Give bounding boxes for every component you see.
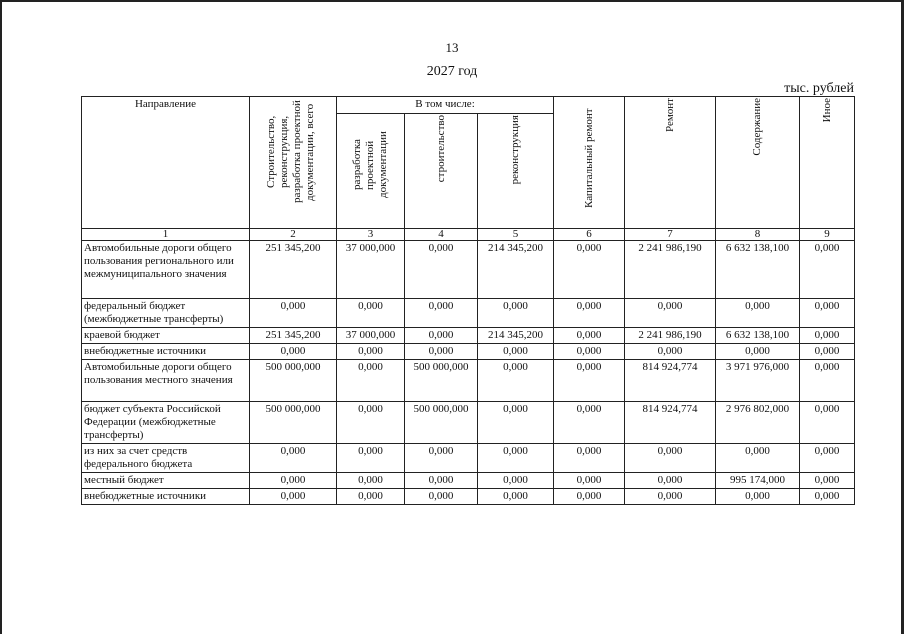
row-value: 0,000 bbox=[478, 299, 554, 328]
row-value: 0,000 bbox=[405, 328, 478, 344]
header-construction bbox=[405, 114, 478, 229]
row-value: 0,000 bbox=[554, 328, 625, 344]
row-value: 0,000 bbox=[337, 489, 405, 505]
row-value: 0,000 bbox=[337, 444, 405, 473]
row-label: Автомобильные дороги общего пользования регионального или межмуниципального значения bbox=[82, 241, 250, 299]
row-value: 0,000 bbox=[800, 444, 855, 473]
table-row bbox=[82, 402, 855, 444]
header-total-build bbox=[250, 97, 337, 229]
header-reconstruction-text: реконструкция bbox=[509, 115, 522, 185]
header-design-text: разработка проектной документации bbox=[350, 131, 389, 199]
row-value: 0,000 bbox=[800, 328, 855, 344]
row-value: 0,000 bbox=[405, 473, 478, 489]
row-value: 500 000,000 bbox=[405, 402, 478, 444]
budget-table bbox=[81, 96, 855, 505]
row-value: 0,000 bbox=[554, 299, 625, 328]
row-value: 0,000 bbox=[625, 473, 716, 489]
row-value: 0,000 bbox=[478, 402, 554, 444]
row-value: 0,000 bbox=[800, 241, 855, 299]
row-value: 0,000 bbox=[478, 360, 554, 402]
header-capital-repair bbox=[554, 97, 625, 229]
row-value: 0,000 bbox=[405, 344, 478, 360]
row-value: 0,000 bbox=[337, 299, 405, 328]
column-number: 5 bbox=[478, 229, 554, 241]
row-value: 0,000 bbox=[478, 473, 554, 489]
row-value: 0,000 bbox=[800, 489, 855, 505]
row-value: 214 345,200 bbox=[478, 241, 554, 299]
row-value: 37 000,000 bbox=[337, 328, 405, 344]
row-value: 0,000 bbox=[625, 344, 716, 360]
header-capital-repair-text: Капитальный ремонт bbox=[582, 108, 595, 208]
row-value: 0,000 bbox=[554, 444, 625, 473]
row-value: 6 632 138,100 bbox=[716, 328, 800, 344]
row-value: 6 632 138,100 bbox=[716, 241, 800, 299]
column-number: 6 bbox=[554, 229, 625, 241]
column-number: 8 bbox=[716, 229, 800, 241]
row-value: 0,000 bbox=[554, 360, 625, 402]
row-value: 0,000 bbox=[554, 473, 625, 489]
table-header bbox=[82, 97, 855, 229]
row-value: 0,000 bbox=[554, 489, 625, 505]
row-value: 0,000 bbox=[250, 344, 337, 360]
row-value: 0,000 bbox=[405, 299, 478, 328]
column-number: 4 bbox=[405, 229, 478, 241]
row-value: 814 924,774 bbox=[625, 360, 716, 402]
row-value: 0,000 bbox=[625, 299, 716, 328]
row-value: 37 000,000 bbox=[337, 241, 405, 299]
table-row bbox=[82, 444, 855, 473]
row-value: 0,000 bbox=[405, 444, 478, 473]
row-value: 0,000 bbox=[250, 444, 337, 473]
row-value: 0,000 bbox=[250, 473, 337, 489]
column-number: 2 bbox=[250, 229, 337, 241]
row-value: 814 924,774 bbox=[625, 402, 716, 444]
header-maintenance-text: Содержание bbox=[751, 98, 764, 156]
column-numbers-row bbox=[82, 229, 855, 241]
row-label: краевой бюджет bbox=[82, 328, 250, 344]
row-label: бюджет субъекта Российской Федерации (межбюджетные трансферты) bbox=[82, 402, 250, 444]
table-row bbox=[82, 328, 855, 344]
table-body bbox=[82, 229, 855, 505]
row-value: 0,000 bbox=[554, 402, 625, 444]
row-value: 0,000 bbox=[800, 344, 855, 360]
header-reconstruction bbox=[478, 114, 554, 229]
row-label: федеральный бюджет (межбюджетные трансферты) bbox=[82, 299, 250, 328]
row-label: внебюджетные источники bbox=[82, 489, 250, 505]
header-including: В том числе: bbox=[337, 97, 554, 114]
header-maintenance bbox=[716, 97, 800, 229]
row-value: 2 241 986,190 bbox=[625, 241, 716, 299]
header-direction: Направление bbox=[82, 97, 250, 229]
row-value: 0,000 bbox=[625, 489, 716, 505]
row-value: 2 976 802,000 bbox=[716, 402, 800, 444]
row-value: 0,000 bbox=[337, 402, 405, 444]
row-label: внебюджетные источники bbox=[82, 344, 250, 360]
table-row bbox=[82, 241, 855, 299]
row-label: Автомобильные дороги общего пользования местного значения bbox=[82, 360, 250, 402]
row-value: 0,000 bbox=[716, 444, 800, 473]
row-value: 251 345,200 bbox=[250, 328, 337, 344]
table-row bbox=[82, 299, 855, 328]
row-value: 0,000 bbox=[716, 489, 800, 505]
row-value: 0,000 bbox=[405, 241, 478, 299]
row-value: 0,000 bbox=[250, 489, 337, 505]
units-label: тыс. рублей bbox=[784, 81, 854, 96]
row-value: 0,000 bbox=[800, 299, 855, 328]
header-construction-text: строительство bbox=[434, 115, 447, 183]
row-value: 995 174,000 bbox=[716, 473, 800, 489]
table-row bbox=[82, 344, 855, 360]
row-value: 0,000 bbox=[250, 299, 337, 328]
row-value: 500 000,000 bbox=[405, 360, 478, 402]
row-value: 0,000 bbox=[478, 444, 554, 473]
row-value: 0,000 bbox=[554, 241, 625, 299]
row-value: 0,000 bbox=[800, 360, 855, 402]
column-number: 9 bbox=[800, 229, 855, 241]
row-value: 500 000,000 bbox=[250, 360, 337, 402]
row-value: 0,000 bbox=[554, 344, 625, 360]
header-design bbox=[337, 114, 405, 229]
row-value: 0,000 bbox=[405, 489, 478, 505]
row-value: 0,000 bbox=[337, 473, 405, 489]
row-value: 2 241 986,190 bbox=[625, 328, 716, 344]
page-number: 13 bbox=[445, 40, 459, 55]
table-row bbox=[82, 360, 855, 402]
page-title: 2027 год bbox=[426, 64, 478, 79]
row-label: из них за счет средств федерального бюджета bbox=[82, 444, 250, 473]
row-value: 0,000 bbox=[716, 344, 800, 360]
table-row bbox=[82, 489, 855, 505]
row-value: 0,000 bbox=[478, 344, 554, 360]
row-value: 0,000 bbox=[478, 489, 554, 505]
row-value: 0,000 bbox=[800, 402, 855, 444]
row-value: 3 971 976,000 bbox=[716, 360, 800, 402]
column-number: 1 bbox=[82, 229, 250, 241]
column-number: 7 bbox=[625, 229, 716, 241]
row-value: 214 345,200 bbox=[478, 328, 554, 344]
header-total-build-text: Строительство, реконструкция, разработка проектной документации, всего bbox=[265, 100, 316, 204]
row-value: 0,000 bbox=[625, 444, 716, 473]
header-repair bbox=[625, 97, 716, 229]
header-other bbox=[800, 97, 855, 229]
row-label: местный бюджет bbox=[82, 473, 250, 489]
header-other-text: Иное bbox=[820, 98, 833, 123]
row-value: 500 000,000 bbox=[250, 402, 337, 444]
header-repair-text: Ремонт bbox=[663, 98, 676, 133]
row-value: 0,000 bbox=[337, 344, 405, 360]
row-value: 0,000 bbox=[800, 473, 855, 489]
table-row bbox=[82, 473, 855, 489]
column-number: 3 bbox=[337, 229, 405, 241]
row-value: 0,000 bbox=[337, 360, 405, 402]
row-value: 0,000 bbox=[716, 299, 800, 328]
row-value: 251 345,200 bbox=[250, 241, 337, 299]
